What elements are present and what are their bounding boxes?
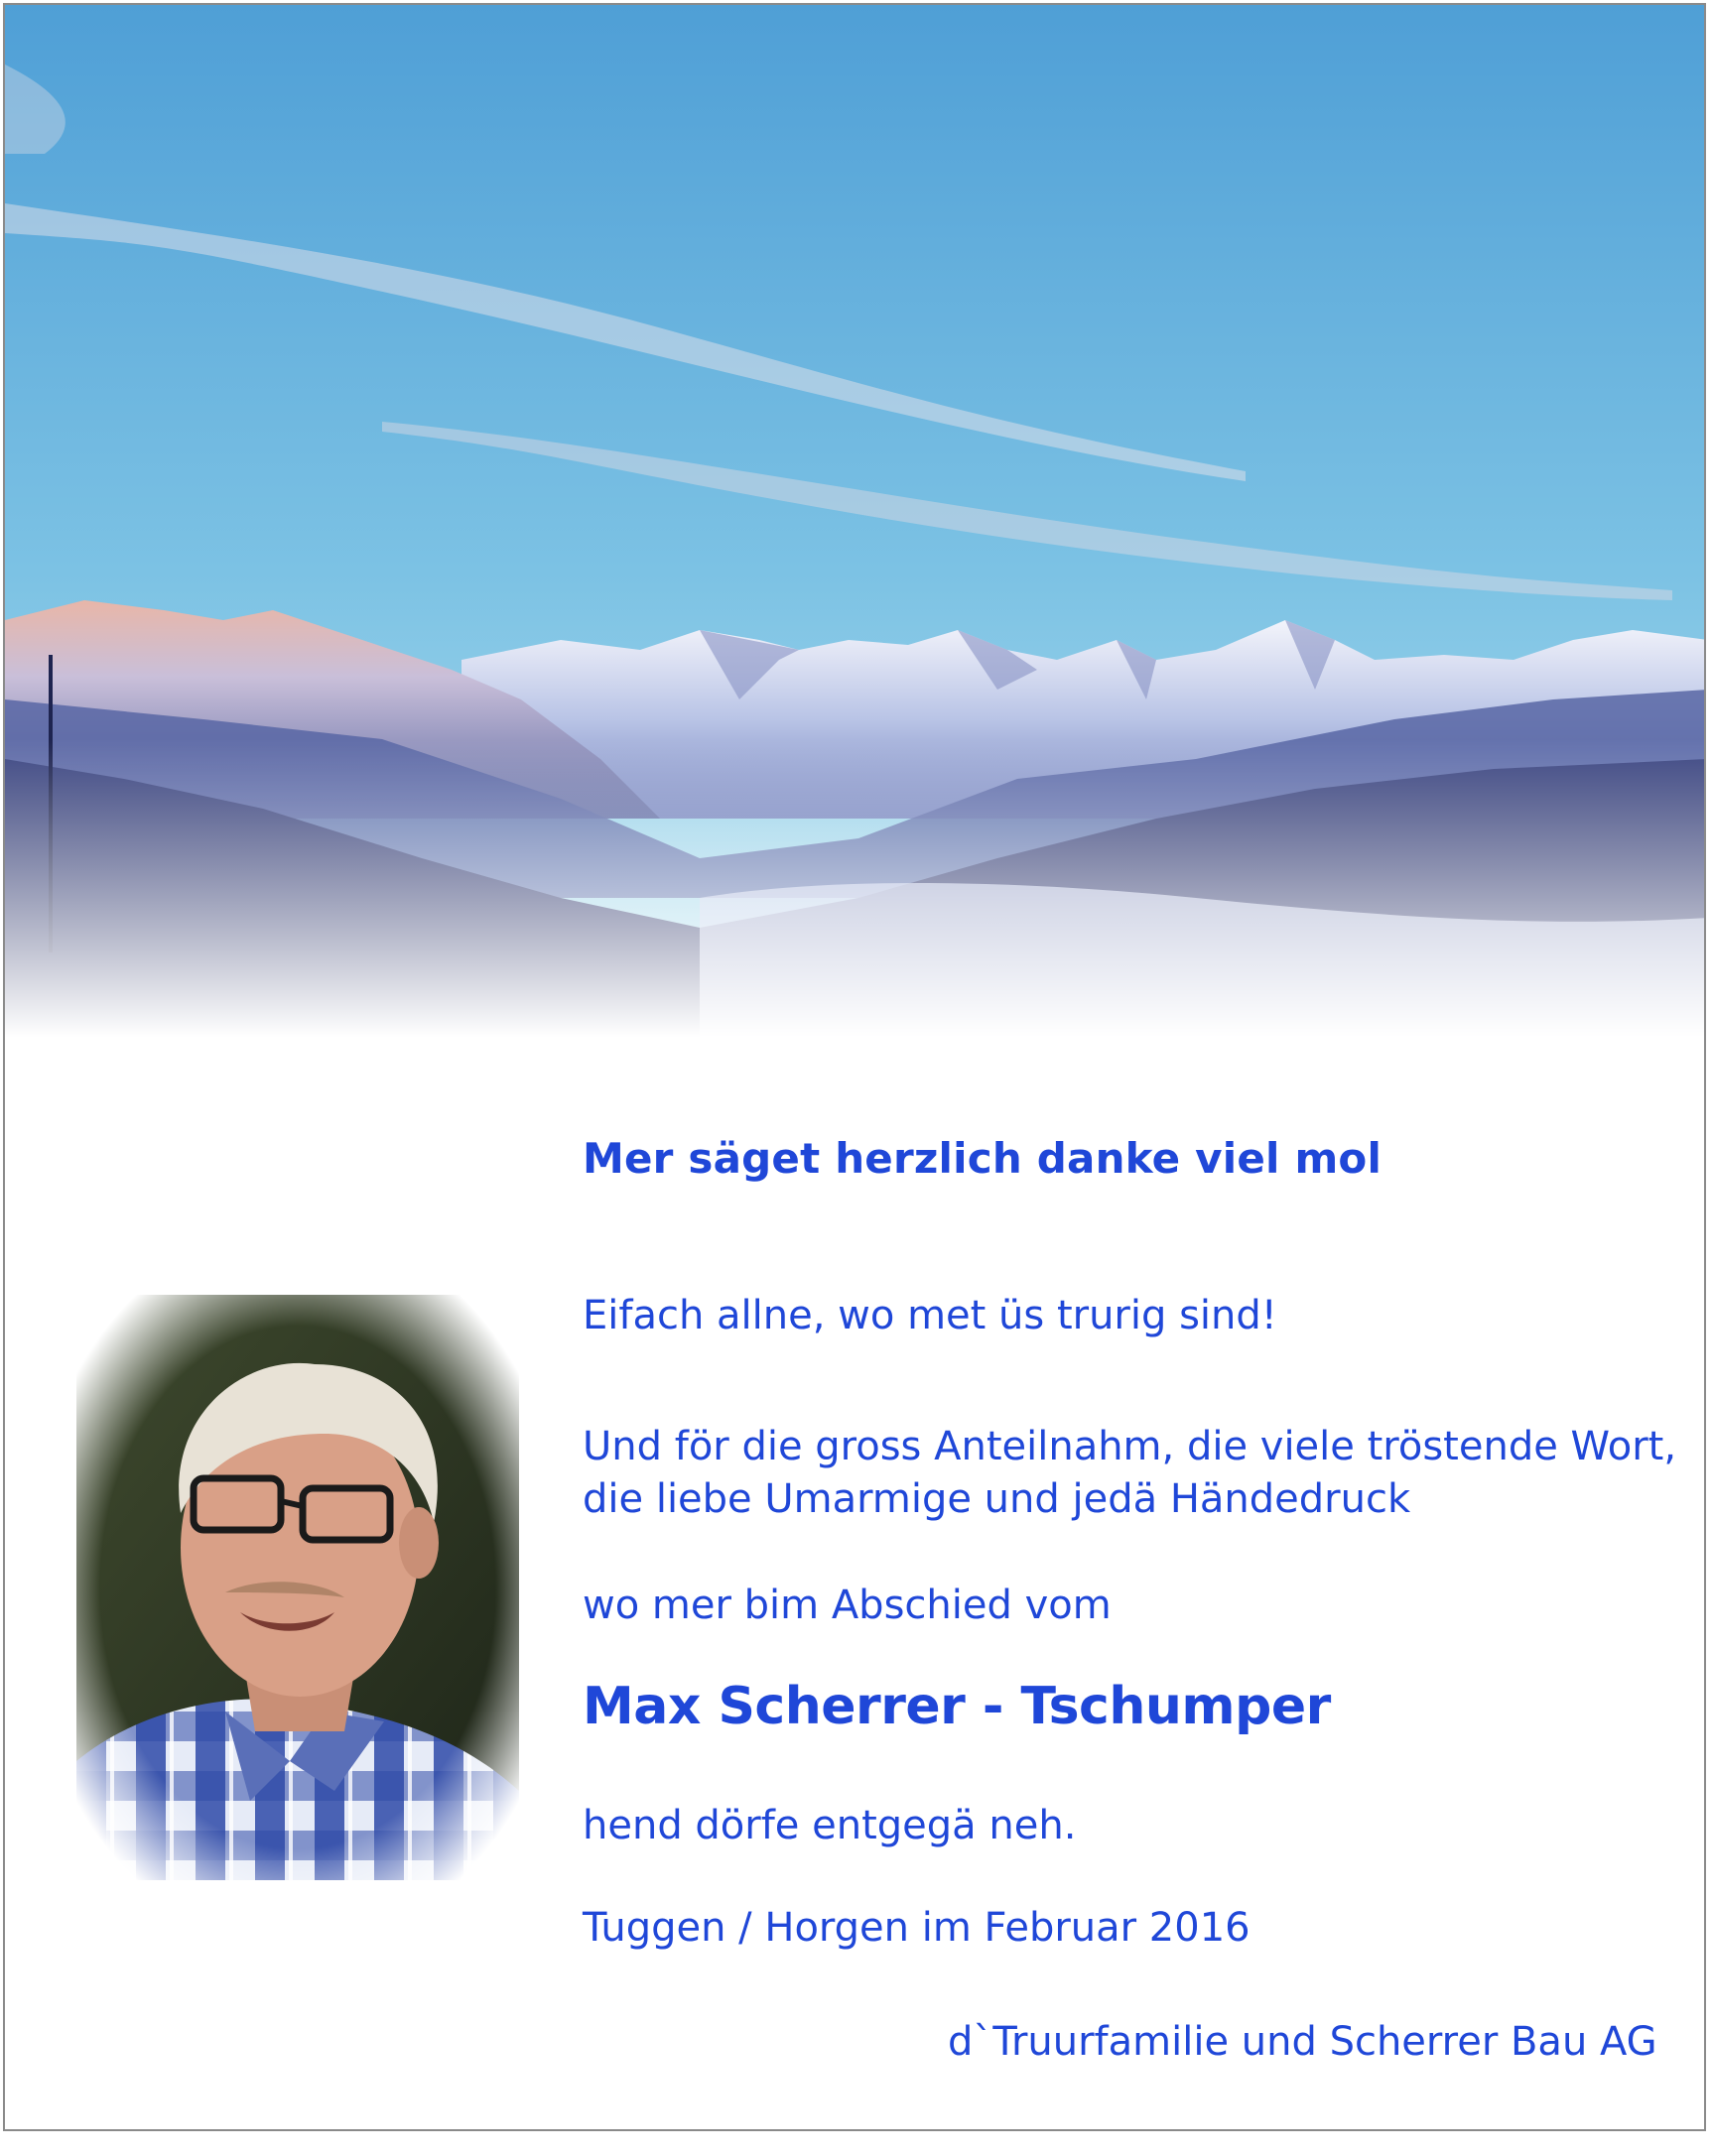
text-line-4: wo mer bim Abschied vom xyxy=(583,1583,1112,1628)
portrait-photo xyxy=(76,1295,519,1880)
text-line-3: die liebe Umarmige und jedä Händedruck xyxy=(583,1476,1411,1522)
deceased-name: Max Scherrer - Tschumper xyxy=(583,1677,1331,1736)
obituary-card xyxy=(3,3,1706,2131)
text-line-5: hend dörfe entgegä neh. xyxy=(583,1803,1077,1848)
signature: d`Truurfamilie und Scherrer Bau AG xyxy=(948,2019,1657,2065)
text-line-1: Eifach allne, wo met üs trurig sind! xyxy=(583,1293,1277,1338)
text-line-2: Und för die gross Anteilnahm, die viele tröstende Wort, xyxy=(583,1424,1677,1469)
thank-you-heading: Mer säget herzlich danke viel mol xyxy=(583,1134,1382,1183)
mountain-landscape-image xyxy=(5,5,1706,1037)
place-date: Tuggen / Horgen im Februar 2016 xyxy=(583,1905,1250,1951)
